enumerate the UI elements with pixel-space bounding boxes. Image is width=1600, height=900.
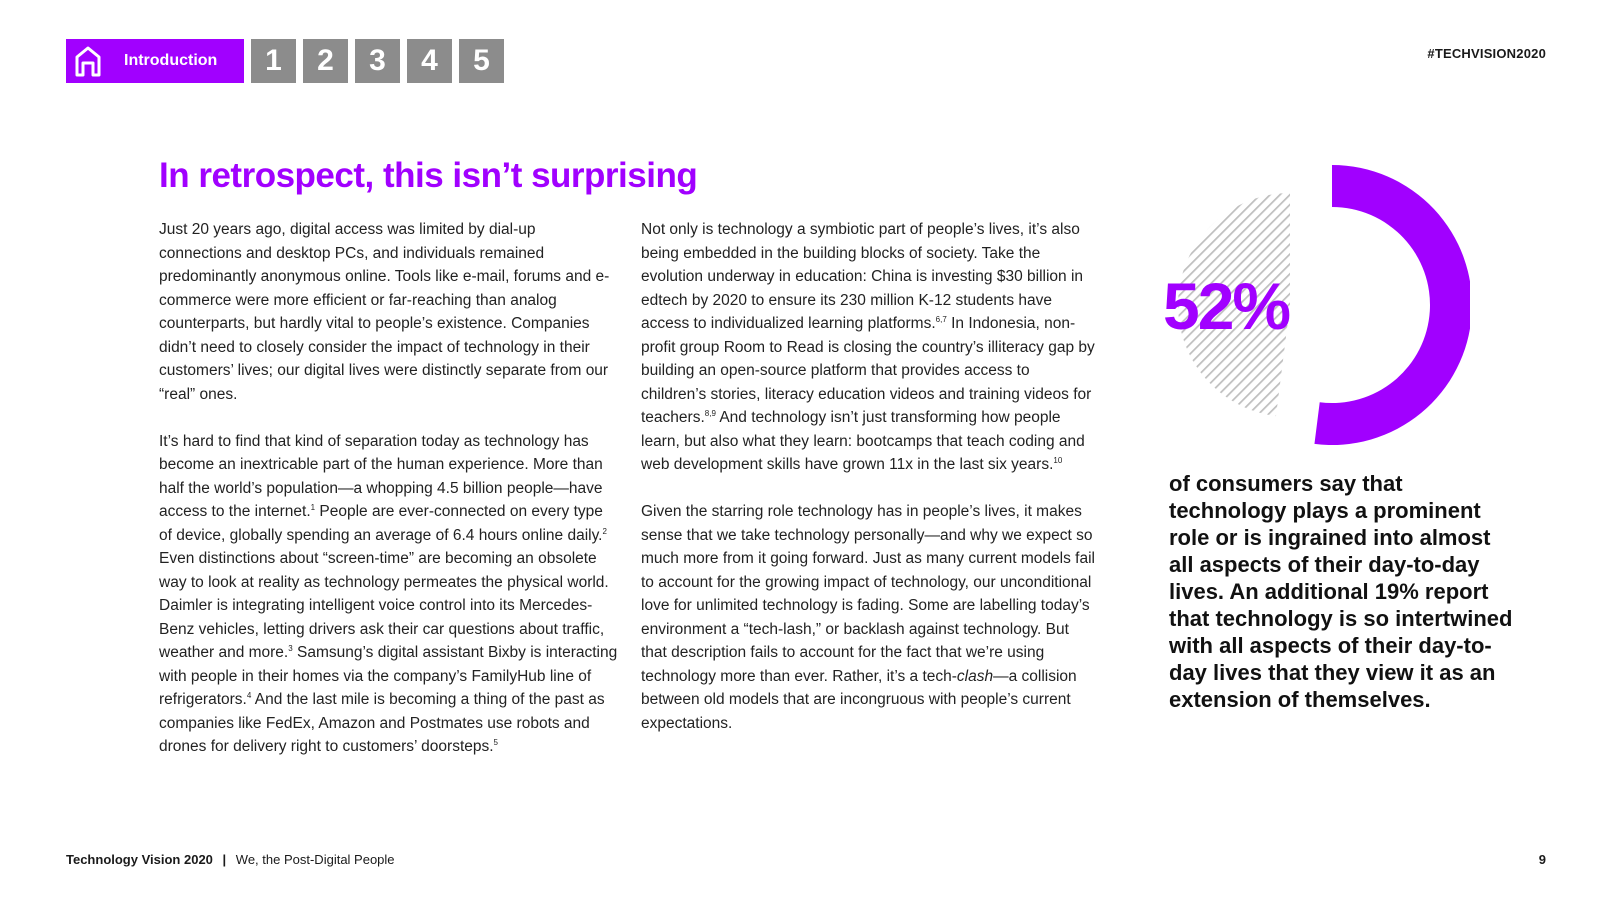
footnote-ref[interactable]: 6,7: [935, 314, 947, 324]
footer: [66, 852, 395, 867]
nav-introduction-label: Introduction: [124, 52, 218, 69]
donut-slice-primary: [1314, 165, 1470, 445]
footer-separator: |: [222, 852, 227, 867]
stat-value: 52%: [1163, 269, 1290, 343]
nav-chapter-1-button[interactable]: 1: [251, 39, 296, 83]
paragraph: It’s hard to find that kind of separation today as technology has become an inextricable part of the human experience. More than half the world’s population—a whopping 4.5 billion people—have access to the internet.$^1$ People are ever-connected on every type of device, globally spending an average of 6.4 hours online daily.$^2$ Even distinctions about “screen-time” are becoming an obsolete way to look at reality as technology permeates the physical world. Daimler is integrating intelligent voice control into its Mercedes-Benz vehicles, letting drivers ask their car questions about traffic, weather and more.$^3$ Samsung’s digital assistant Bixby is interacting with people in their homes via the company’s FamilyHub line of refrigerators.$^4$ And the last mile is becoming a thing of the past as companies like FedEx, Amazon and Postmates use robots and drones for delivery right to customers’ doorsteps.$^5$: [159, 432, 618, 755]
paragraph: Just 20 years ago, digital access was limited by dial-up connections and desktop PCs, and individuals remained predominantly anonymous online. Tools like e-mail, forums and e-commerce were more efficient or far-reaching than analog counterparts, but hardly vital to people’s existence. Companies didn’t need to closely consider the impact of technology in their customers’ lives; our digital lives were distinctly separate from our “real” ones.: [159, 221, 610, 403]
body-column-right: [641, 218, 1096, 759]
nav-chapter-3-button[interactable]: 3: [355, 39, 400, 83]
home-icon: [74, 45, 102, 77]
footnote-ref[interactable]: 5: [493, 737, 498, 747]
footnote-ref[interactable]: 10: [1053, 455, 1063, 465]
page-title: In retrospect, this isn’t surprising: [159, 156, 698, 195]
footnote-ref[interactable]: 2: [602, 526, 607, 536]
stat-description: of consumers say that technology plays a prominent role or is ingrained into almost all aspects of their day-to-day lives. An additional 19% report that technology is so intertwined with all aspects of their day-to-day lives that they view it as an extension of themselves.: [1169, 471, 1513, 712]
body-column-left: [159, 218, 619, 782]
nav-chapter-2-button[interactable]: 2: [303, 39, 348, 83]
footnote-ref[interactable]: 1: [310, 502, 316, 512]
paragraph: Not only is technology a symbiotic part of people’s lives, it’s also being embedded in the building blocks of society. Take the evolution underway in education: China is investing $30 billion in edtech by 2020 to ensure its 230 million K-12 students have access to individualized learning platforms.$^{6,7}$ In Indonesia, non-profit group Room to Read is closing the country’s illiteracy gap by building an open-source platform that provides access to children’s stories, literacy education videos and training videos for teachers.$^{8,9}$ And technology isn’t just transforming how people learn, but also what they learn: bootcamps that teach coding and web development skills have grown 11x in the last six years.$^{10}$: [641, 221, 1095, 473]
nav-chapter-5-button[interactable]: 5: [459, 39, 504, 83]
footer-brand: Technology Vision 2020: [66, 852, 213, 867]
chapter-nav: [66, 39, 504, 83]
hashtag: #TECHVISION2020: [1427, 46, 1546, 61]
nav-introduction-button[interactable]: [66, 39, 244, 83]
paragraph: Given the starring role technology has in people’s lives, it makes sense that we take technology personally—and why we expect so much more from it going forward. Just as many current models fail to account for the growing impact of technology, our unconditional love for unlimited technology is fading. Some are labelling today’s environment a “tech-lash,” or backlash against technology. But that description fails to account for the fact that we’re using technology more than ever. Rather, it’s a tech-clash—a collision between old models that are incongruous with people’s current expectations.: [641, 503, 1095, 732]
footnote-ref[interactable]: 4: [246, 690, 252, 700]
footer-subtitle: We, the Post-Digital People: [235, 852, 395, 867]
page-number: 9: [1538, 852, 1546, 867]
footnote-ref[interactable]: 3: [288, 643, 293, 653]
nav-chapter-4-button[interactable]: 4: [407, 39, 452, 83]
footnote-ref[interactable]: 8,9: [704, 408, 716, 418]
